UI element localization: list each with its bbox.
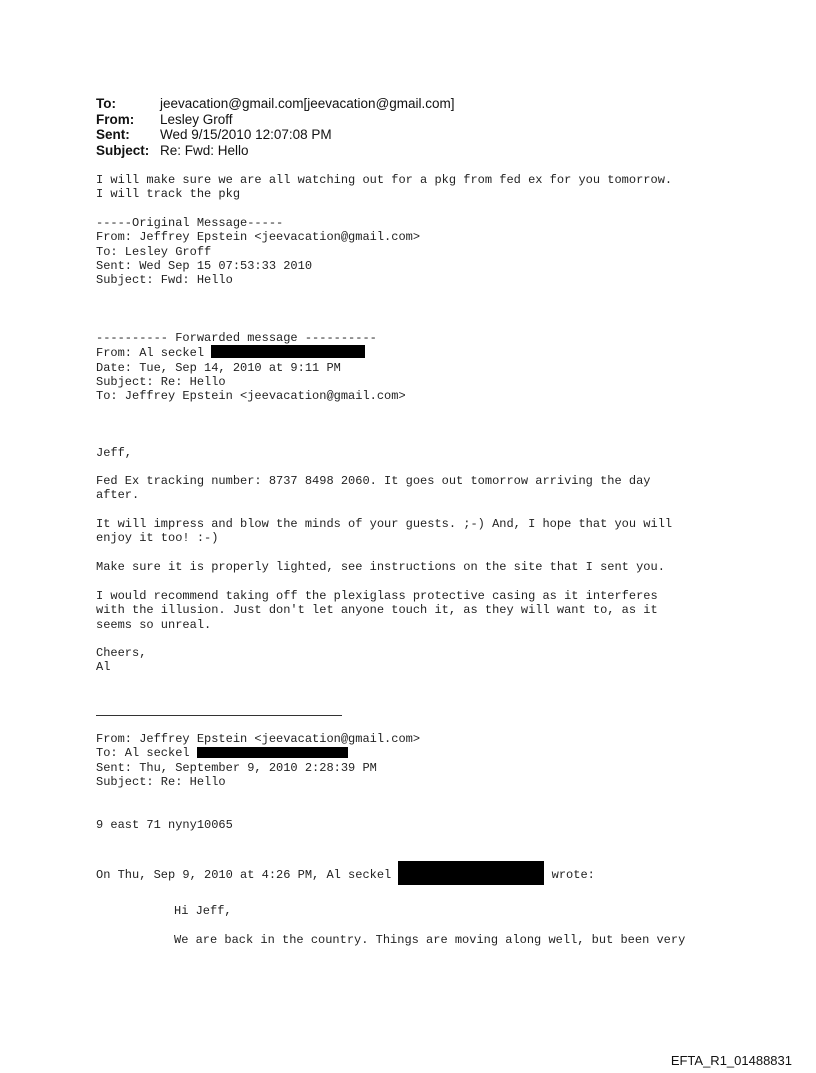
- forwarded-from: From: Al seckel: [96, 346, 212, 361]
- quote-wrote: wrote:: [544, 868, 595, 882]
- document-id: EFTA_R1_01488831: [670, 1053, 792, 1068]
- separator-rule: [96, 715, 342, 716]
- body-paragraph-1: [96, 474, 651, 503]
- reply-line: I will track the pkg: [96, 187, 241, 202]
- signature: Al: [96, 660, 111, 675]
- body-line: Fed Ex tracking number: 8737 8498 2060. It goes out tomorrow arriving the day: [96, 474, 651, 488]
- body-paragraph-2: [96, 517, 672, 546]
- quoted-greeting: Hi Jeff,: [174, 904, 232, 918]
- body-line: seems so unreal.: [96, 617, 212, 632]
- earlier-subject: Subject: Re: Hello: [96, 774, 226, 789]
- redaction-bar: [211, 345, 365, 358]
- body-line: I would recommend taking off the plexiglass protective casing as it interferes: [96, 589, 658, 603]
- from-label: From:: [96, 111, 135, 127]
- body-paragraph-3: Make sure it is properly lighted, see instructions on the site that I sent you.: [96, 560, 665, 574]
- redaction-bar: [398, 861, 544, 885]
- body-line: after.: [96, 488, 140, 503]
- earlier-to-line: [96, 746, 420, 760]
- to-row: [96, 96, 455, 112]
- from-row: [96, 112, 455, 128]
- body-line: It will impress and blow the minds of your guests. ;-) And, I hope that you will: [96, 517, 673, 531]
- subject-value: Re: Fwd: Hello: [160, 142, 249, 158]
- body-paragraph-4: [96, 589, 658, 632]
- earlier-from: From: Jeffrey Epstein <jeevacation@gmail.com>: [96, 732, 421, 746]
- signoff-block: [96, 646, 146, 675]
- sent-row: [96, 127, 455, 143]
- forwarded-from-line: [96, 345, 406, 360]
- body-greeting: Jeff,: [96, 446, 133, 460]
- email-header: [96, 96, 455, 158]
- forwarded-message-block: [96, 331, 406, 403]
- reply-line: I will make sure we are all watching out for a pkg from fed ex for you tomorrow.: [96, 173, 673, 187]
- subject-label: Subject:: [96, 142, 150, 158]
- body-line: with the illusion. Just don't let anyone touch it, as they will want to, as it: [96, 603, 658, 618]
- earlier-to: To: Al seckel: [96, 746, 197, 761]
- body-line: enjoy it too! :-): [96, 531, 219, 546]
- original-sent: Sent: Wed Sep 15 07:53:33 2010: [96, 258, 313, 273]
- forwarded-subject: Subject: Re: Hello: [96, 374, 226, 389]
- forwarded-to: To: Jeffrey Epstein <jeevacation@gmail.com>: [96, 389, 406, 404]
- original-message-block: [96, 216, 420, 287]
- sent-label: Sent:: [96, 127, 130, 142]
- forwarded-divider: ---------- Forwarded message ----------: [96, 331, 377, 345]
- address-line: 9 east 71 nyny10065: [96, 818, 233, 832]
- original-from: From: Jeffrey Epstein <jeevacation@gmail.com>: [96, 230, 421, 245]
- signoff: Cheers,: [96, 646, 147, 660]
- subject-row: [96, 143, 455, 159]
- quote-intro: On Thu, Sep 9, 2010 at 4:26 PM, Al seckel: [96, 868, 399, 882]
- quote-intro-line: [96, 861, 595, 885]
- sent-value: Wed 9/15/2010 12:07:08 PM: [160, 127, 332, 142]
- reply-text: [96, 173, 672, 202]
- original-to: To: Lesley Groff: [96, 244, 212, 259]
- earlier-message-header: [96, 732, 420, 789]
- to-value: jeevacation@gmail.com[jeevacation@gmail.com]: [160, 96, 455, 111]
- forwarded-date: Date: Tue, Sep 14, 2010 at 9:11 PM: [96, 360, 341, 375]
- to-label: To:: [96, 96, 116, 111]
- quoted-line: We are back in the country. Things are moving along well, but been very: [174, 933, 686, 947]
- original-subject: Subject: Fwd: Hello: [96, 273, 233, 288]
- earlier-sent: Sent: Thu, September 9, 2010 2:28:39 PM: [96, 760, 377, 775]
- original-divider: -----Original Message-----: [96, 216, 284, 230]
- redaction-bar: [197, 747, 348, 758]
- from-value: Lesley Groff: [160, 111, 233, 127]
